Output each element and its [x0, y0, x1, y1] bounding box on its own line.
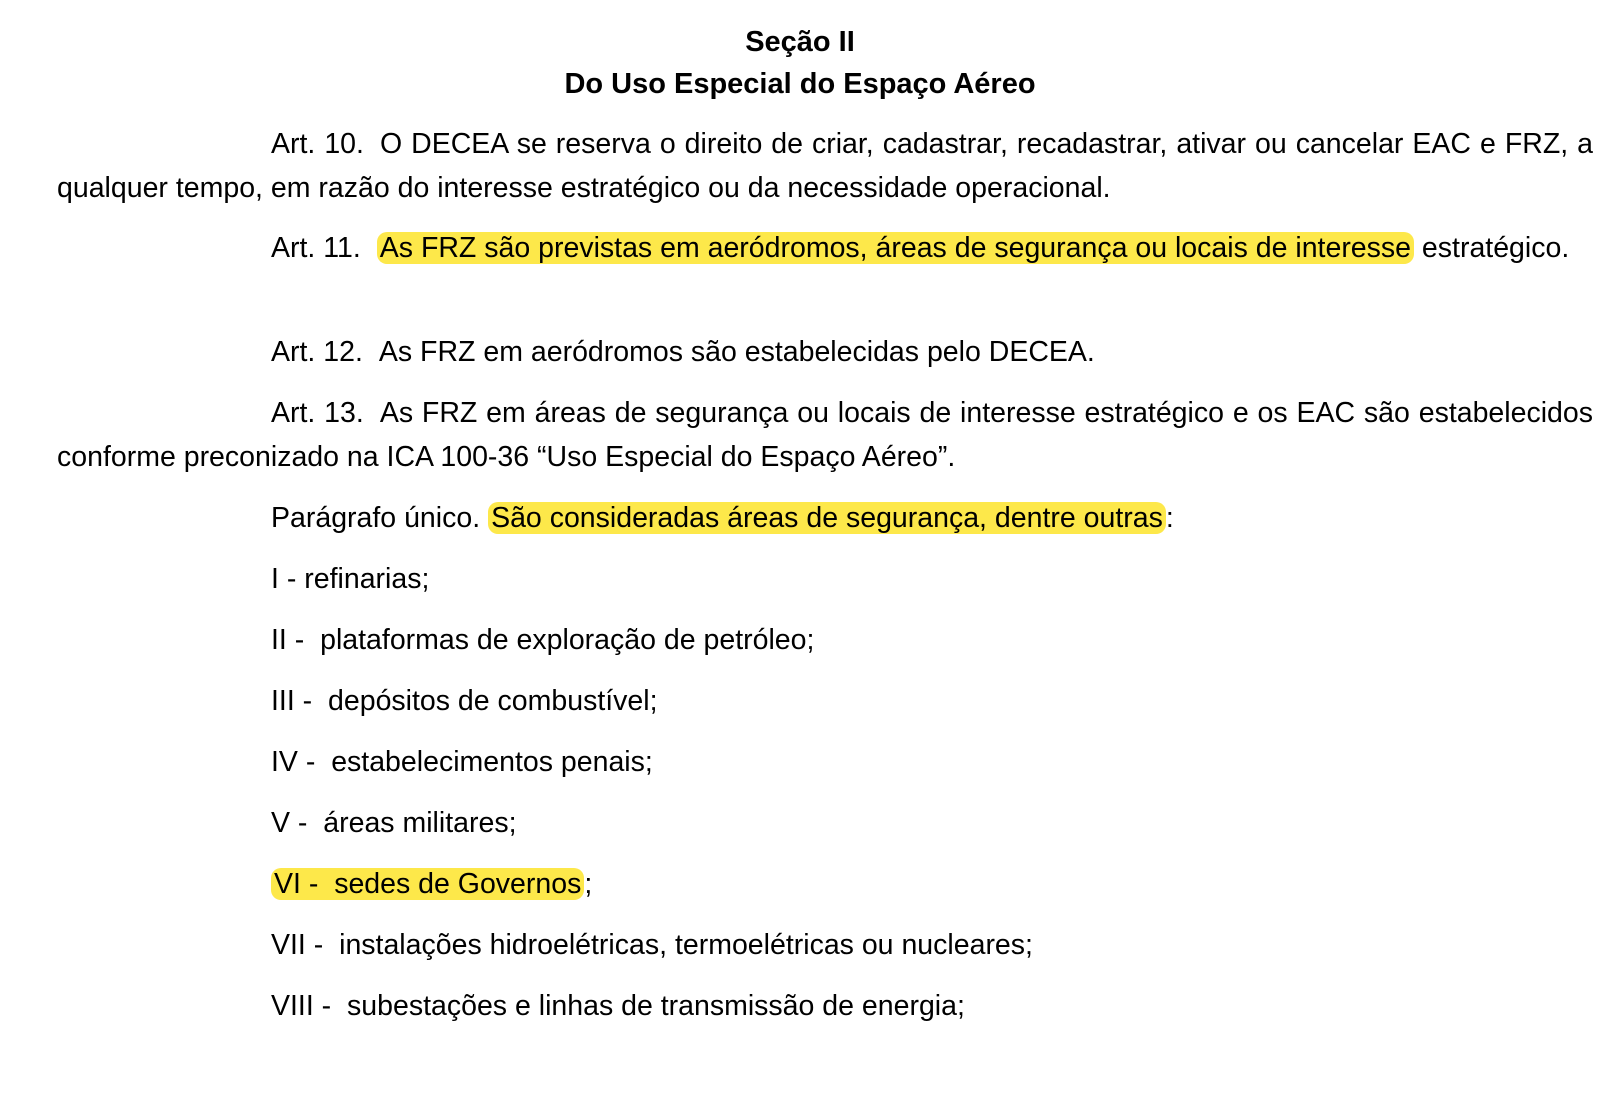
article-13 [57, 391, 1593, 479]
item-text: estabelecimentos penais; [331, 746, 653, 778]
section-title: Seção II [745, 26, 855, 58]
article-text: As FRZ em áreas de segurança ou locais de interesse estratégico e os EAC são estabelecidos conforme preconizado na ICA 100-36 “Uso Especial do Espaço Aéreo”. [57, 397, 1593, 473]
item-number: III - [271, 685, 313, 717]
article-number: Art. 11. [271, 232, 361, 264]
article-11 [57, 226, 1593, 270]
section-subtitle: Do Uso Especial do Espaço Aéreo [564, 68, 1036, 100]
item-text: depósitos de combustível; [328, 685, 658, 717]
article-number: Art. 10. [271, 128, 364, 160]
highlighted-text [271, 868, 584, 900]
article-text: estratégico. [1414, 232, 1570, 264]
item-number: V - [271, 807, 308, 839]
list-item [271, 801, 517, 845]
highlighted-text: As FRZ são previstas em aeródromos, áreas de segurança ou locais de interesse [377, 232, 1414, 264]
highlighted-text: São consideradas áreas de segurança, dentre outras [488, 502, 1166, 534]
list-item [271, 923, 1033, 967]
article-number: Art. 12. [271, 336, 363, 368]
item-number: VI - [274, 868, 319, 900]
article-number: Art. 13. [271, 397, 364, 429]
sole-paragraph [271, 496, 1174, 540]
paragraph-rest: : [1165, 502, 1174, 534]
item-number: IV - [271, 746, 316, 778]
list-item [271, 618, 814, 662]
item-text: subestações e linhas de transmissão de energia; [347, 990, 965, 1022]
item-text: sedes de Governos [334, 868, 582, 900]
item-text: áreas militares; [323, 807, 517, 839]
item-number: VII - [271, 929, 324, 961]
item-number: VIII - [271, 990, 332, 1022]
item-text: plataformas de exploração de petróleo; [320, 624, 815, 656]
paragraph-label: Parágrafo único. [271, 502, 481, 534]
list-item [271, 679, 658, 723]
item-text: refinarias; [304, 563, 430, 595]
article-text: O DECEA se reserva o direito de criar, cadastrar, recadastrar, ativar ou cancelar EAC e FRZ, a qualquer tempo, em razão do interesse estratégico ou da necessidade operacional. [57, 128, 1593, 204]
article-12 [57, 330, 1593, 374]
article-text: As FRZ em aeródromos são estabelecidas pelo DECEA. [378, 336, 1095, 368]
item-text: instalações hidroelétricas, termoelétricas ou nucleares; [339, 929, 1033, 961]
list-item [271, 984, 965, 1028]
list-item [271, 557, 429, 601]
list-item [271, 862, 592, 906]
list-item [271, 740, 653, 784]
item-number: II - [271, 624, 305, 656]
item-rest: ; [584, 868, 593, 900]
item-number: I - [271, 563, 297, 595]
article-10 [57, 122, 1593, 210]
